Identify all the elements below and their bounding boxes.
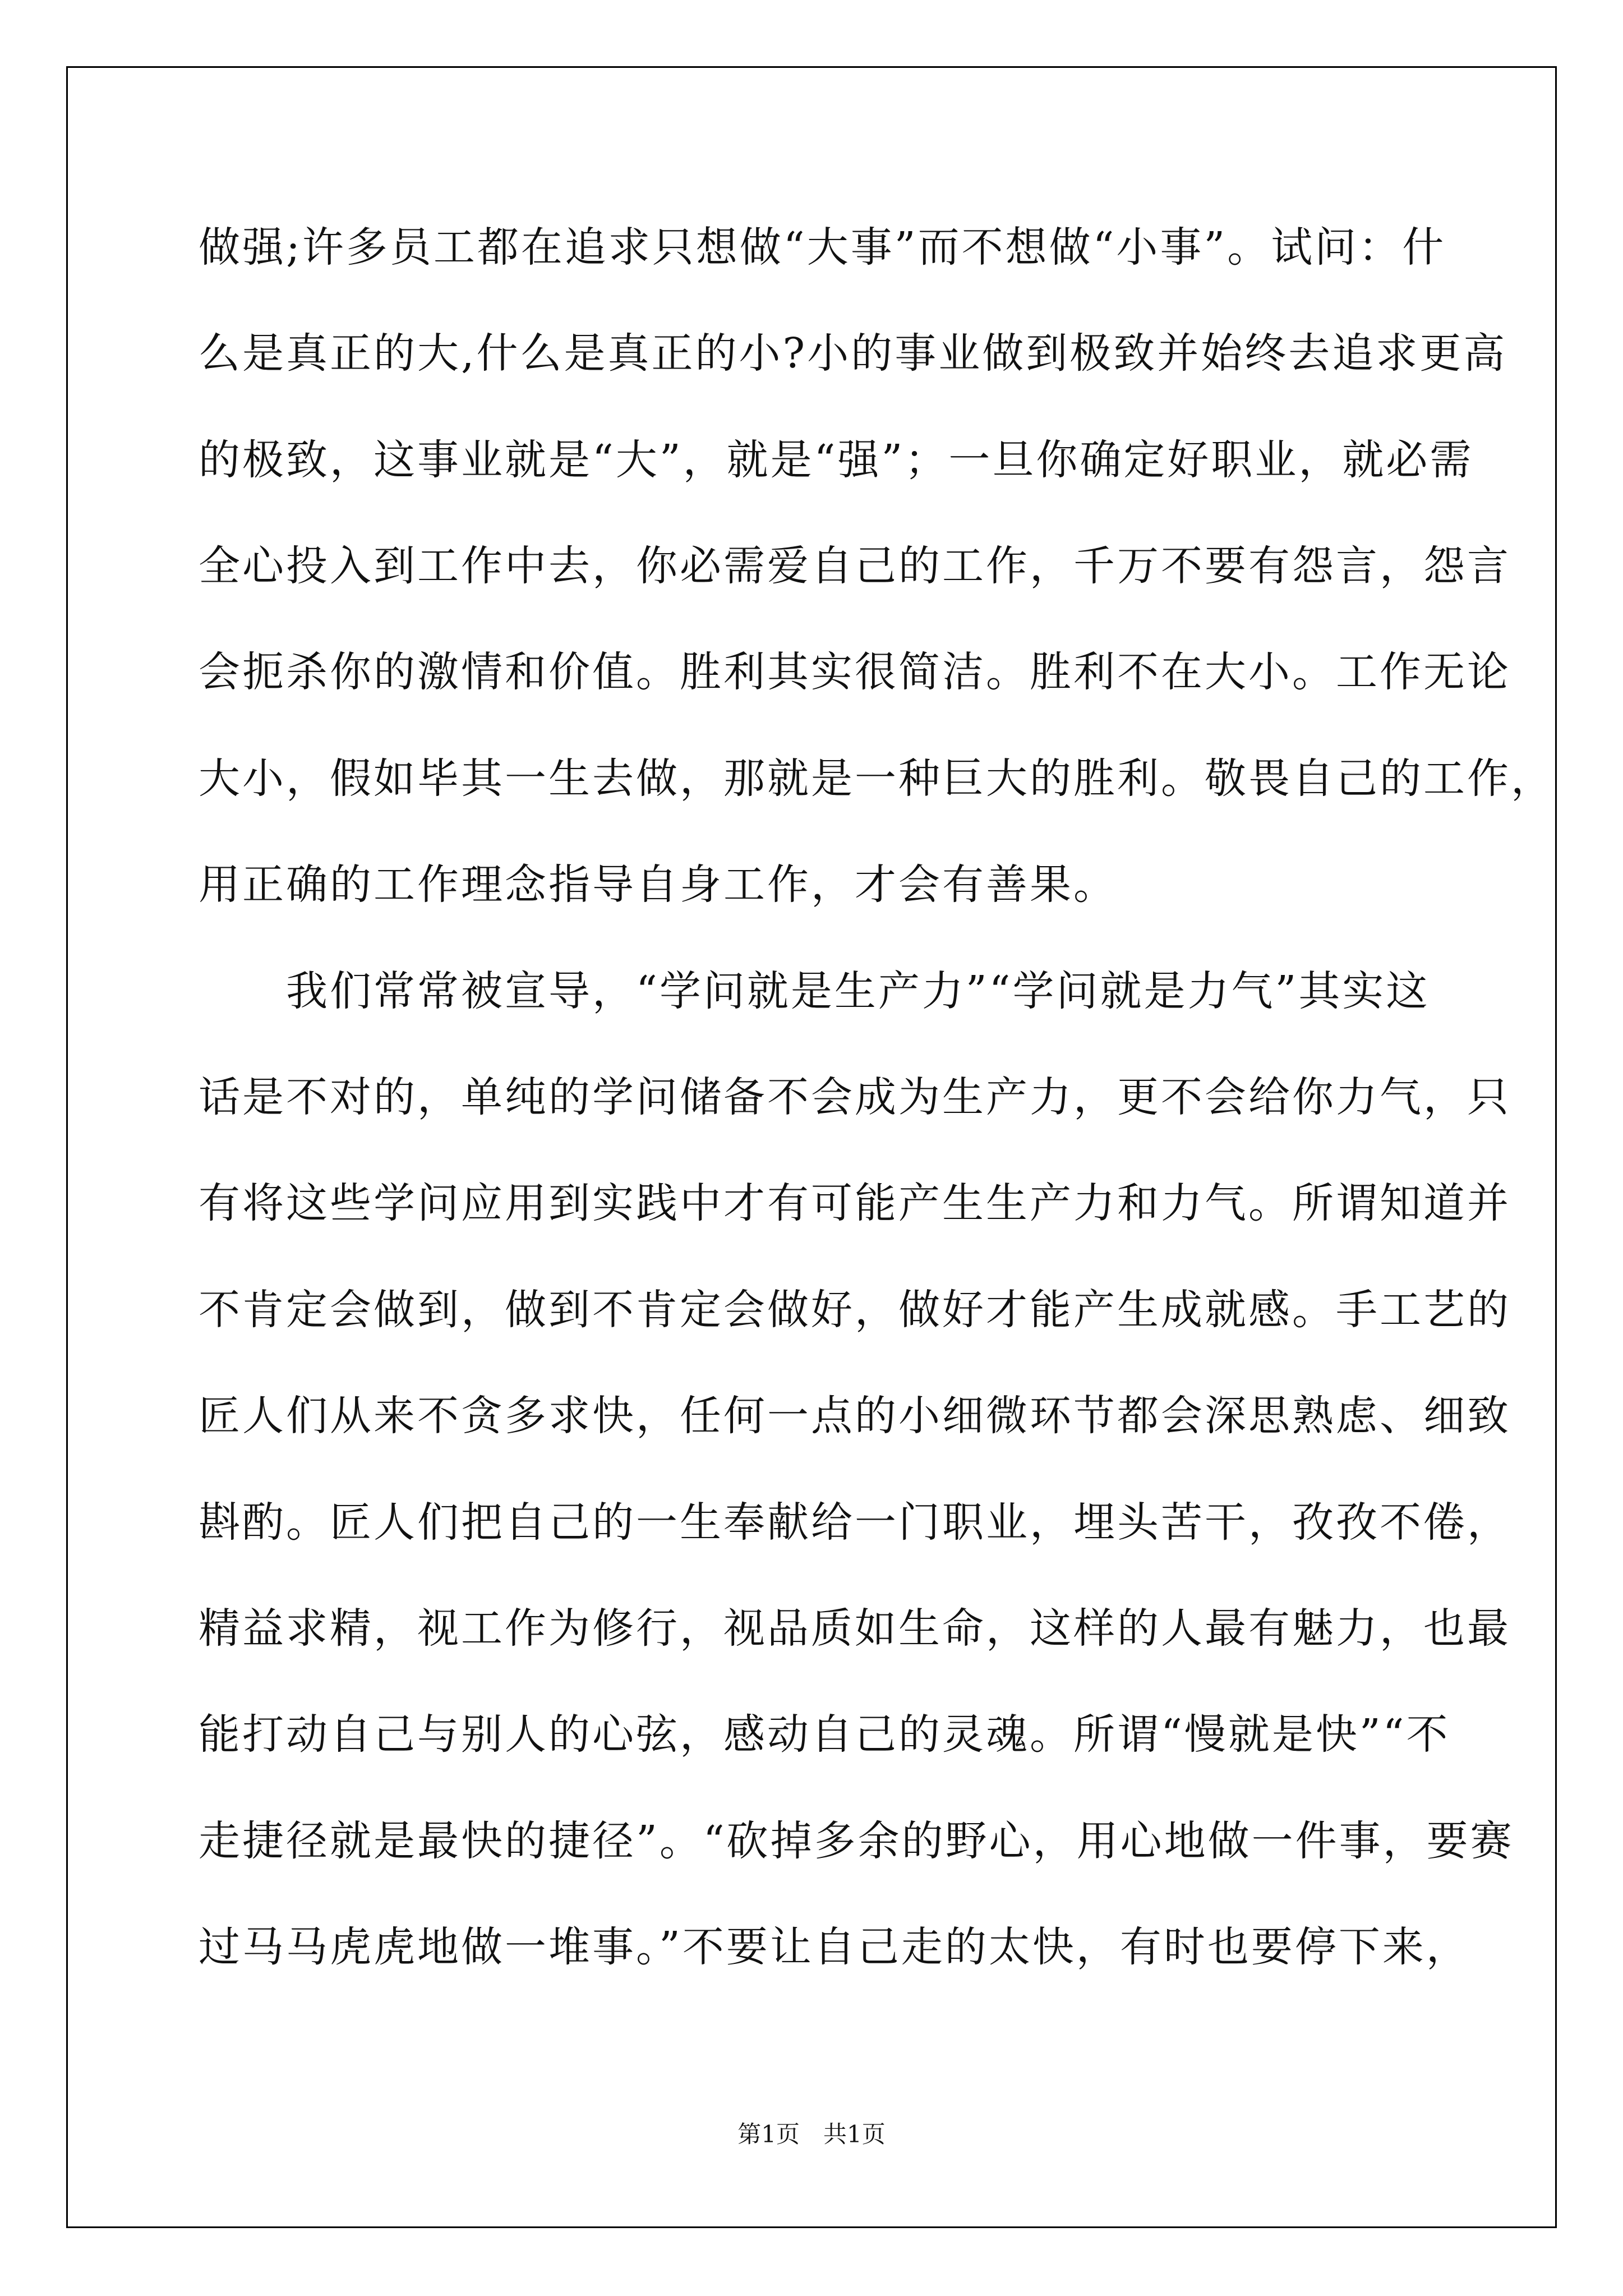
- text-line-15: 能打动自己与别人的心弦，感动自己的灵魂。所谓“慢就是快”“不: [199, 1710, 1450, 1759]
- text-line-14: 精益求精，视工作为修行，视品质如生命，这样的人最有魅力，也最: [199, 1604, 1511, 1653]
- page-frame: [66, 66, 1557, 2228]
- text-line-6: 大小，假如毕其一生去做，那就是一种巨大的胜利。敬畏自己的工作，: [199, 754, 1555, 803]
- text-line-16: 走捷径就是最快的捷径”。“砍掉多余的野心，用心地做一件事，要赛: [199, 1817, 1514, 1865]
- text-line-3: 的极致，这事业就是“大”，就是“强”；一旦你确定好职业，就必需: [199, 436, 1474, 484]
- text-line-11: 不肯定会做到，做到不肯定会做好，做好才能产生成就感。手工艺的: [199, 1286, 1511, 1334]
- text-line-2: 么是真正的大,什么是真正的小?小的事业做到极致并始终去追求更高: [199, 329, 1507, 378]
- text-line-9: 话是不对的，单纯的学问储备不会成为生产力，更不会给你力气，只: [199, 1073, 1511, 1121]
- text-line-8: 我们常常被宣导，“学问就是生产力”“学问就是力气”其实这: [199, 967, 1430, 1015]
- text-line-13: 斟酌。匠人们把自己的一生奉献给一门职业，埋头苦干，孜孜不倦，: [199, 1498, 1511, 1547]
- text-line-7: 用正确的工作理念指导自身工作，才会有善果。: [199, 861, 1117, 909]
- text-line-5: 会扼杀你的激情和价值。胜利其实很简洁。胜利不在大小。工作无论: [199, 648, 1511, 696]
- text-line-12: 匠人们从来不贪多求快，任何一点的小细微环节都会深思熟虑、细致: [199, 1392, 1511, 1440]
- text-line-1: 做强;许多员工都在追求只想做“大事”而不想做“小事”。试问：什: [199, 223, 1446, 272]
- text-line-10: 有将这些学问应用到实践中才有可能产生生产力和力气。所谓知道并: [199, 1179, 1511, 1227]
- text-line-17: 过马马虎虎地做一堆事。”不要让自己走的太快，有时也要停下来，: [199, 1923, 1470, 1971]
- text-line-4: 全心投入到工作中去，你必需爱自己的工作，千万不要有怨言，怨言: [199, 542, 1511, 590]
- page-number-footer: 第1页 共1页: [737, 2120, 886, 2148]
